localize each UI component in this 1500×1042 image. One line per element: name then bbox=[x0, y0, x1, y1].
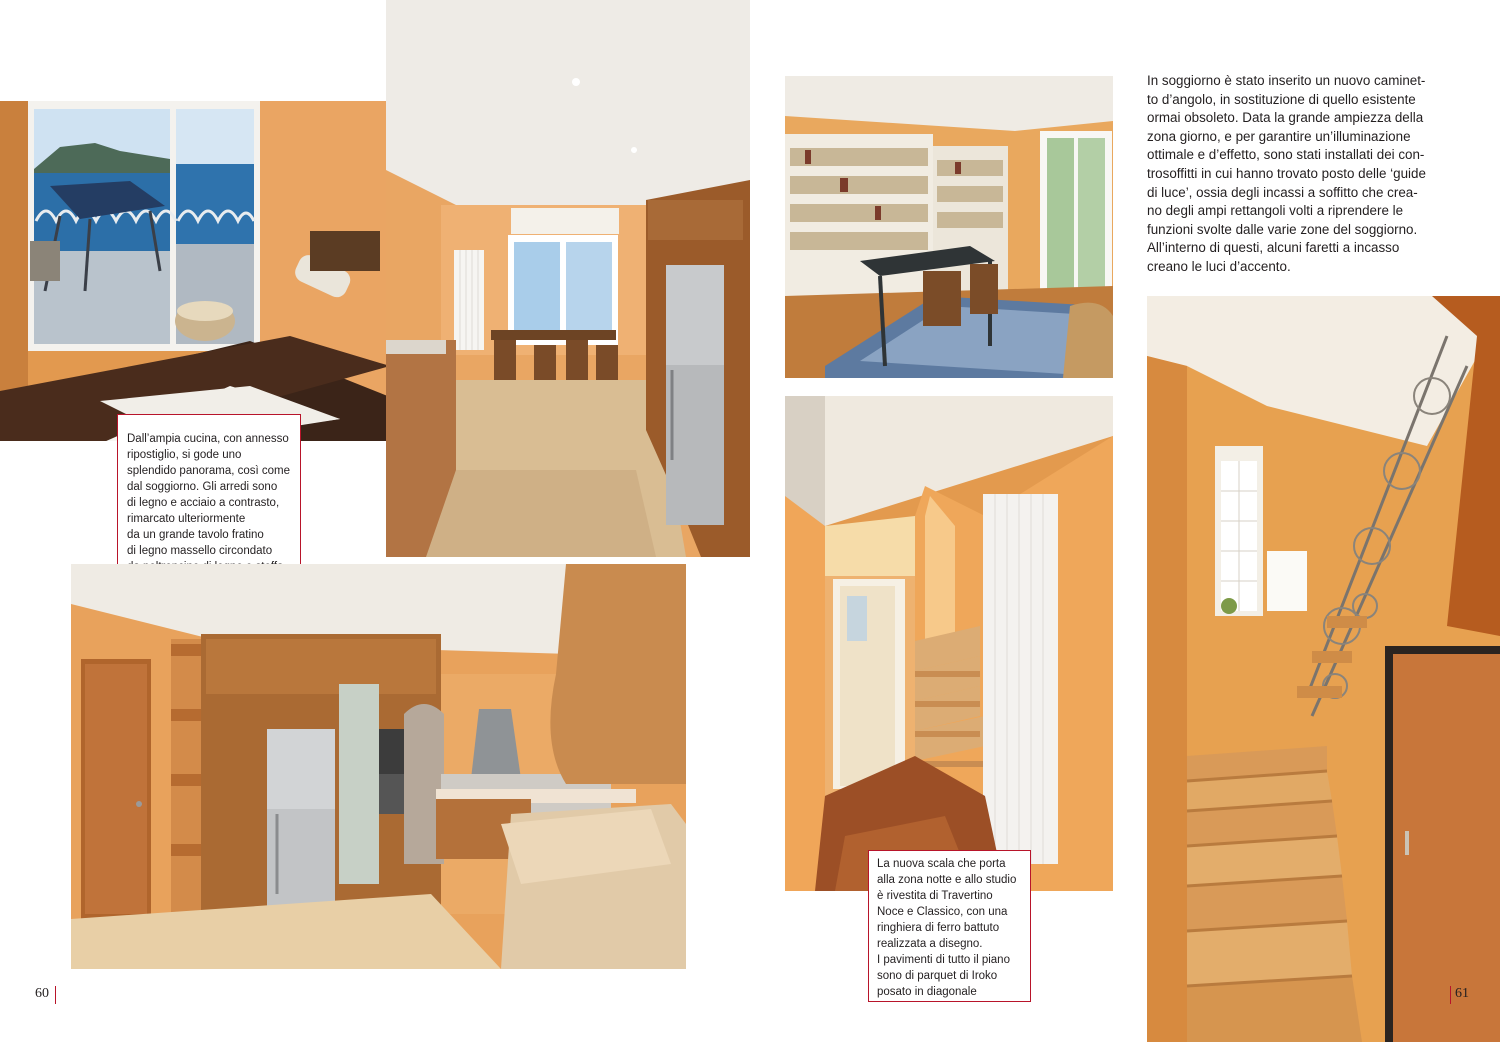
photo-kitchen-dining bbox=[386, 0, 750, 557]
page-number-rule-right bbox=[1450, 986, 1451, 1004]
photo-kitchen-full bbox=[71, 564, 686, 969]
photo-study-library bbox=[785, 76, 1113, 378]
caption-stairs-text: La nuova scala che porta alla zona notte e allo studio è rivestita di Travertino Noce e Classico, con una ringhiera di ferro battuto realizzata a disegno. I pavimenti di tutto il piano sono di parquet di Iroko posato in diagonale bbox=[877, 858, 1017, 998]
page-number-rule-left bbox=[55, 986, 56, 1004]
page-number-left: 60 bbox=[35, 986, 49, 1001]
photo-dining-sea-view bbox=[0, 101, 400, 441]
photo-hallway-stairs bbox=[785, 396, 1113, 891]
caption-kitchen-text: Dall’ampia cucina, con annesso ripostiglio, si gode uno splendido panorama, così come dal soggiorno. Gli arredi sono di legno e acciaio a contrasto, rimarcato ulteriormente da un grande tavolo fratino di legno massello circondato bbox=[127, 433, 291, 557]
photo-staircase bbox=[1147, 296, 1500, 1042]
body-text-soggiorno: In soggiorno è stato inserito un nuovo caminet- to d’angolo, in sostituzione di quello esistente ormai obsoleto. Data la grande ampiezza della zona giorno, e per garantire un’illuminazione ottimale e d’effetto, sono stati installati dei con- trosoffitti in cui hanno trovato posto delle ‘guide di luce’, ossia degli incassi a soffitto che crea- no degli ampi rettangoli volti a riprendere le funzioni svolte dalle varie zone del soggiorno. All’interno di questi, alcuni faretti a incasso creano le luci d’accento. bbox=[1147, 73, 1426, 274]
caption-stairs bbox=[868, 850, 1031, 1002]
page-number-right: 61 bbox=[1455, 986, 1469, 1001]
caption-kitchen bbox=[117, 414, 301, 588]
